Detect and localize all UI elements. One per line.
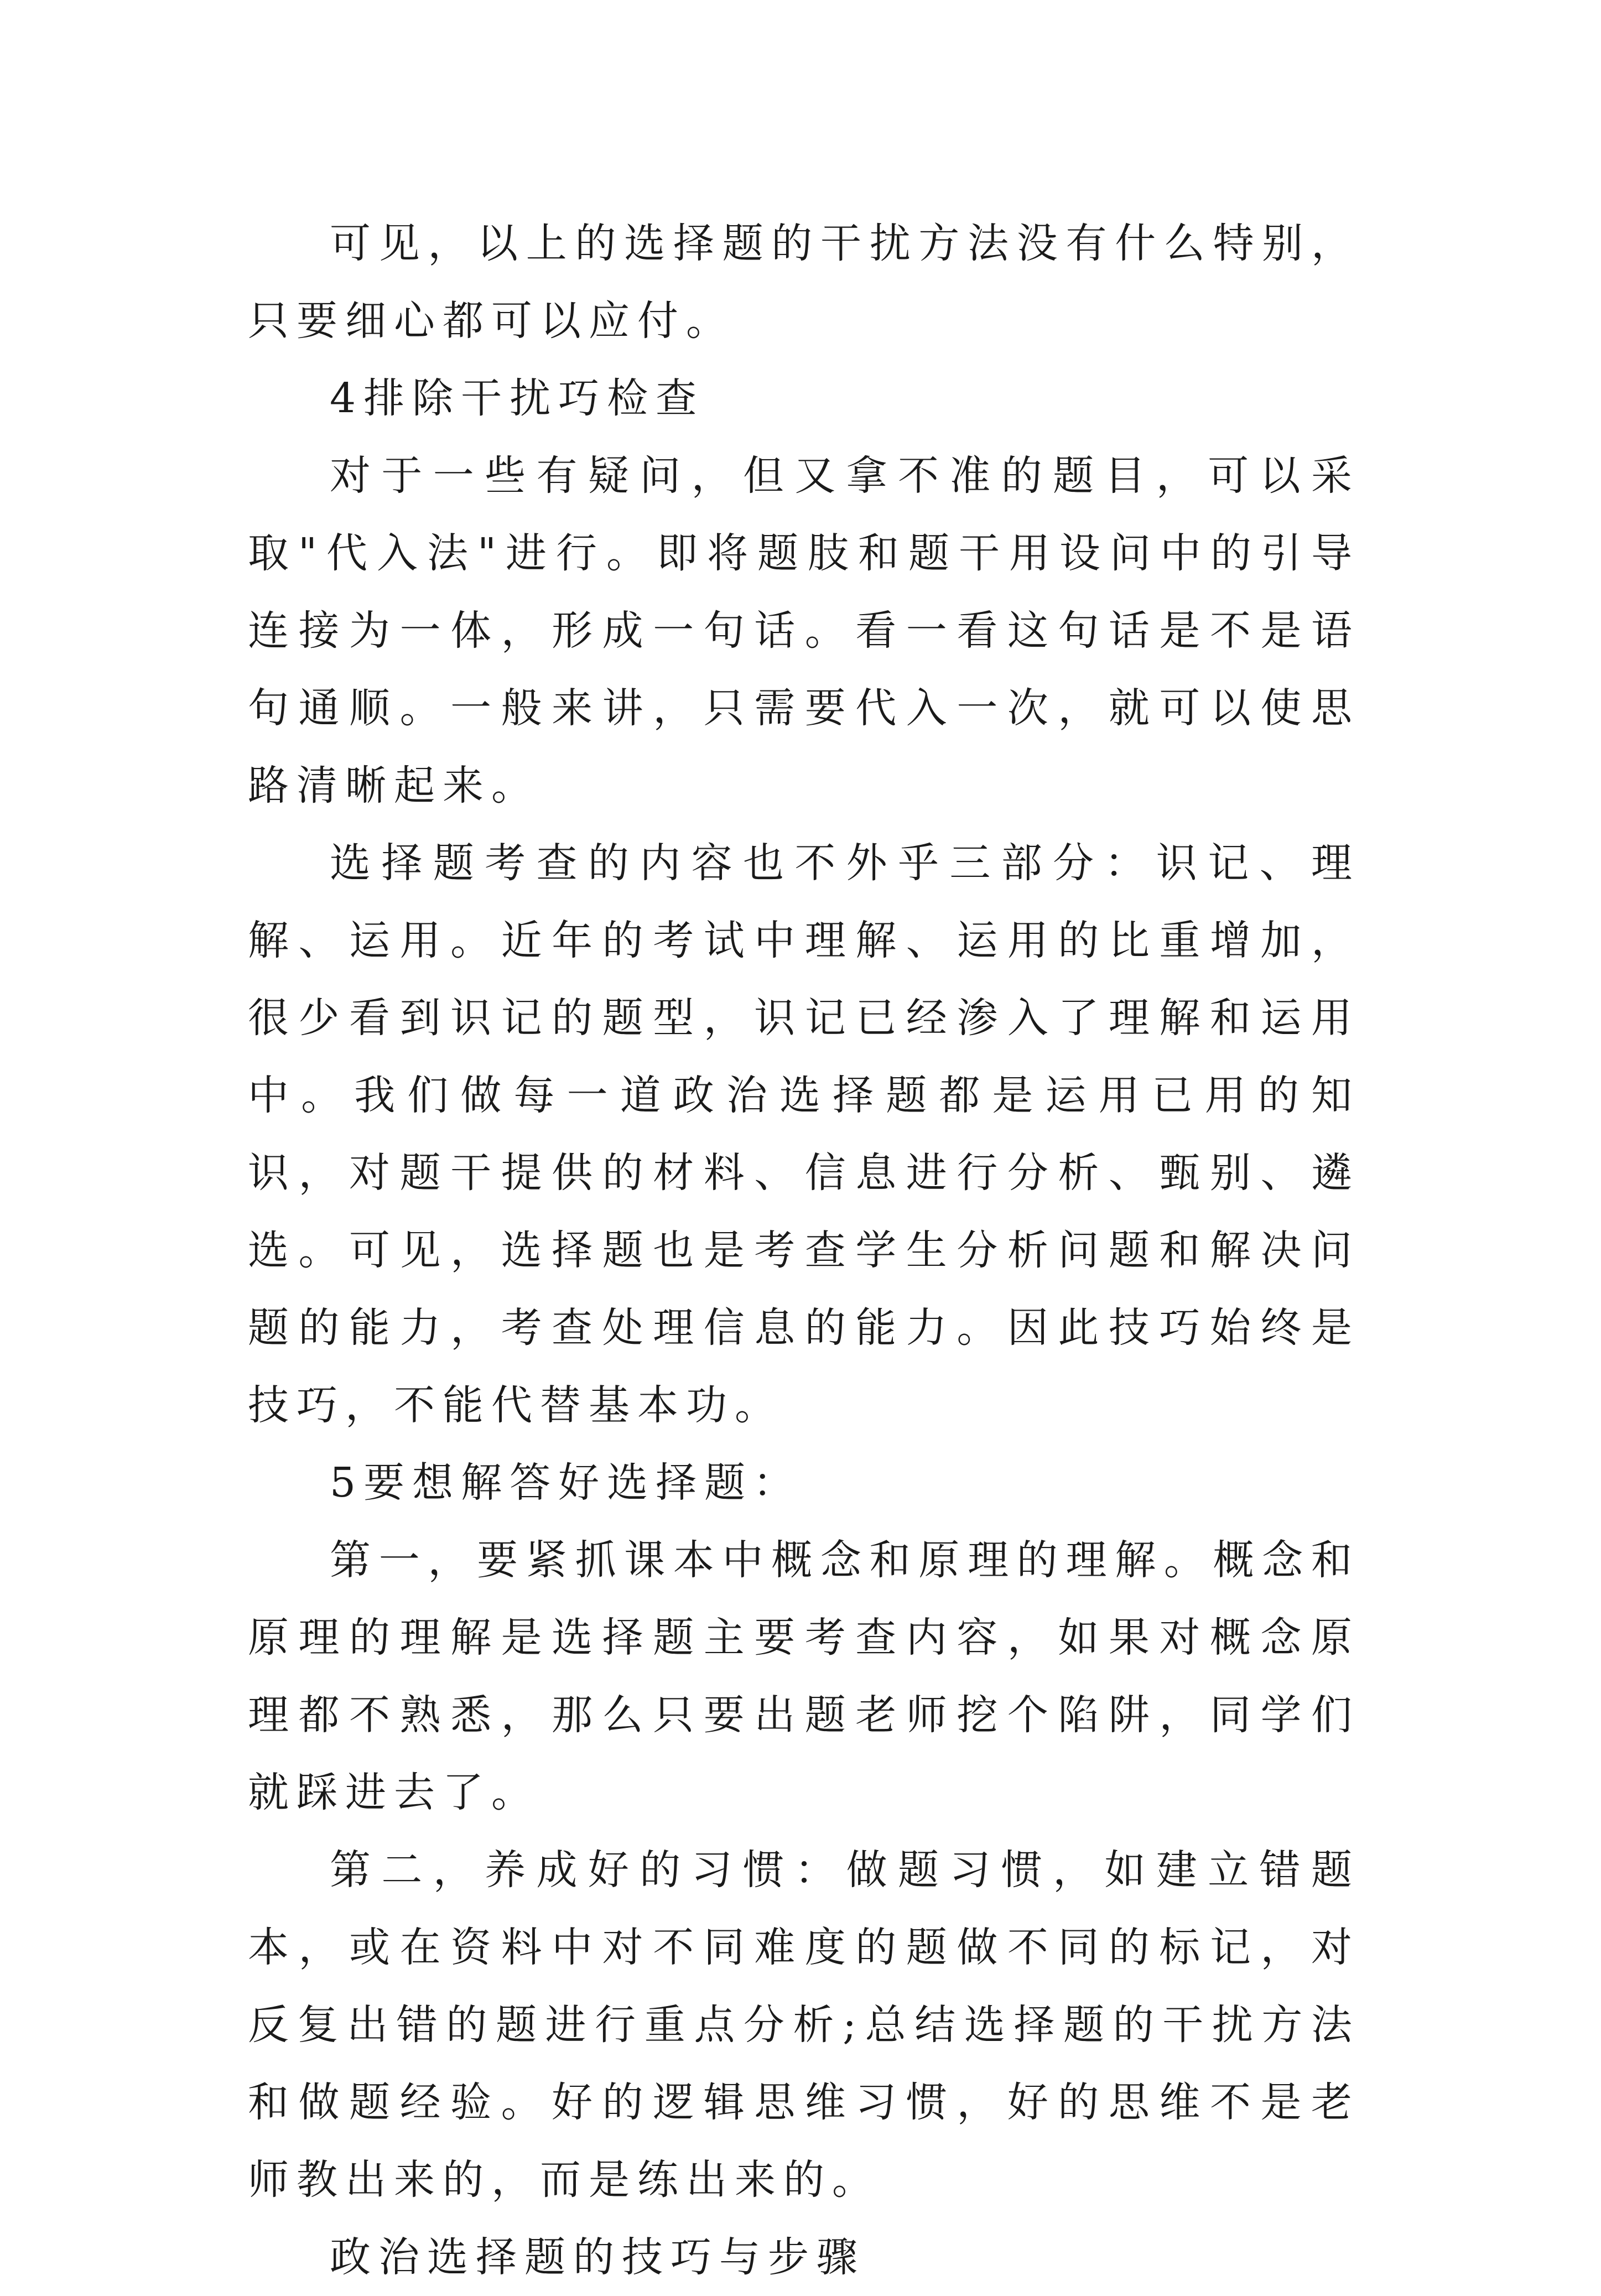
- paragraph-3: 选择题考查的内容也不外乎三部分：识记、理解、运用。近年的考试中理解、运用的比重增加，很少看到识记的题型，识记已经渗入了理解和运用中。我们做每一道政治选择题都是运用已用的知识，对题干提供的材料、信息进行分析、甄别、遴选。可见，选择题也是考查学生分析问题和解决问题的能力，考查处理信息的能力。因此技巧始终是技巧，不能代替基本功。: [248, 839, 1360, 1429]
- section-title: 政治选择题的技巧与步骤: [330, 2233, 865, 2281]
- paragraph-5: 第二，养成好的习惯：做题习惯，如建立错题本，或在资料中对不同难度的题做不同的标记，对反复出错的题进行重点分析;总结选择题的干扰方法和做题经验。好的逻辑思维习惯，好的思维不是老师教出来的，而是练出来的。: [248, 1846, 1360, 2204]
- paragraph-2: 对于一些有疑问，但又拿不准的题目，可以采取"代入法"进行。即将题肢和题干用设问中的引导连接为一体，形成一句话。看一看这句话是不是语句通顺。一般来讲，只需要代入一次，就可以使思路清晰起来。: [248, 452, 1360, 809]
- document-body: [248, 205, 1360, 2296]
- section-heading-5: 5要想解答好选择题：: [330, 1459, 802, 1507]
- paragraph-4: 第一，要紧抓课本中概念和原理的理解。概念和原理的理解是选择题主要考查内容，如果对概念原理都不熟悉，那么只要出题老师挖个陷阱，同学们就踩进去了。: [248, 1536, 1360, 1816]
- section-heading-4: 4排除干扰巧检查: [330, 375, 705, 422]
- paragraph-1: 可见，以上的选择题的干扰方法没有什么特别，只要细心都可以应付。: [248, 220, 1360, 345]
